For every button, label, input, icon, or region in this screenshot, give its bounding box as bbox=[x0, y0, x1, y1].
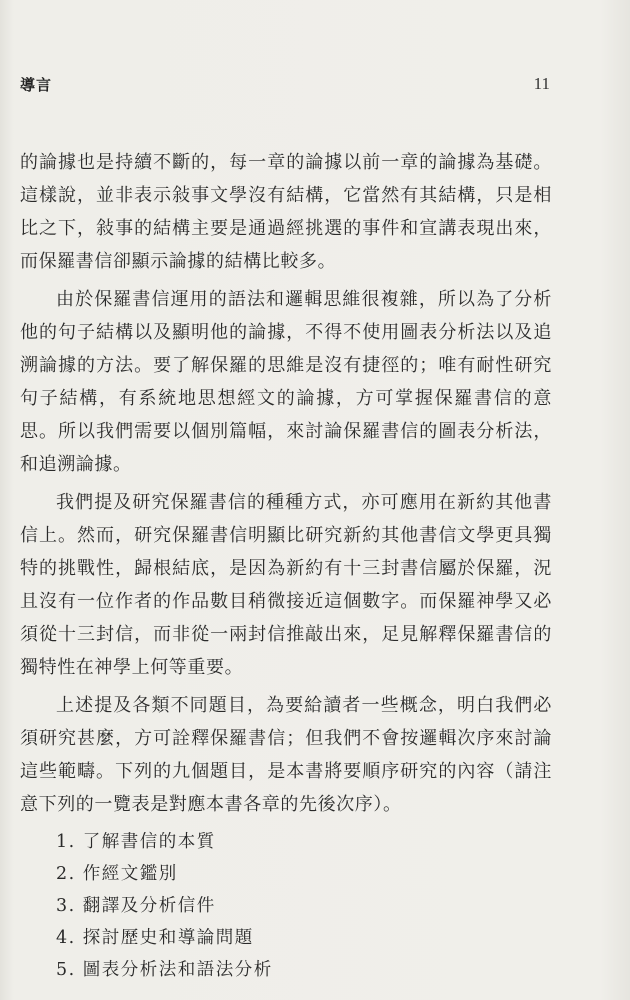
list-item: 5. 圖表分析法和語法分析 bbox=[56, 960, 273, 980]
page-number: 11 bbox=[533, 74, 550, 93]
topic-list bbox=[20, 826, 552, 986]
list-item: 2. 作經文鑑別 bbox=[56, 864, 178, 884]
paragraph: 我們提及研究保羅書信的種種方式，亦可應用在新約其他書信上。然而，研究保羅書信明顯比研究新約其他書信文學更具獨特的挑戰性，歸根結底，是因為新約有十三封書信屬於保羅，況且沒有一位作者的作品數目稍微接近這個數字。而保羅神學又必須從十三封信，而非從一兩封信推敲出來，足見解釋保羅書信的獨特性在神學上何等重要。 bbox=[20, 492, 552, 678]
list-item: 1. 了解書信的本質 bbox=[56, 832, 216, 852]
header-title: 導言 bbox=[20, 76, 53, 94]
paragraph: 由於保羅書信運用的語法和邏輯思維很複雜，所以為了分析他的句子結構以及顯明他的論據，不得不使用圖表分析法以及追溯論據的方法。要了解保羅的思維是沒有捷徑的；唯有耐性研究句子結構，有系統地思想經文的論據，方可掌握保羅書信的意思。所以我們需要以個別篇幅，來討論保羅書信的圖表分析法，和追溯論據。 bbox=[20, 289, 552, 475]
paragraph: 的論據也是持續不斷的，每一章的論據以前一章的論據為基礎。這樣說，並非表示敍事文學沒有結構，它當然有其結構，只是相比之下，敍事的結構主要是通過經挑選的事件和宣講表現出來，而保羅書信卻顯示論據的結構比較多。 bbox=[20, 152, 552, 272]
paragraph: 上述提及各類不同題目，為要給讀者一些概念，明白我們必須研究甚麼，方可詮釋保羅書信；但我們不會按邏輯次序來討論這些範疇。下列的九個題目，是本書將要順序研究的內容（請注意下列的一覽表是對應本書各章的先後次序）。 bbox=[20, 695, 552, 815]
running-header bbox=[20, 74, 550, 98]
list-item: 3. 翻譯及分析信件 bbox=[56, 896, 216, 916]
body-text bbox=[20, 146, 552, 986]
list-item: 4. 探討歷史和導論問題 bbox=[56, 928, 254, 948]
